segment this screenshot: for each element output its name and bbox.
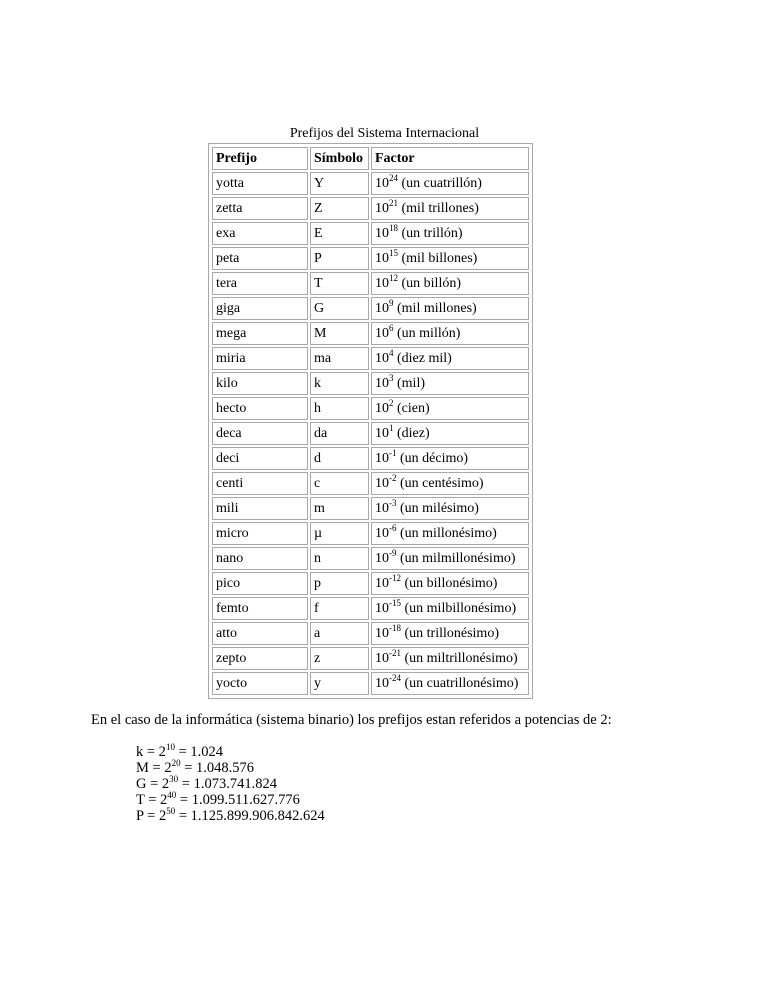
prefix-cell: femto — [212, 597, 308, 620]
power-exponent: 10 — [165, 742, 175, 752]
table-row — [212, 547, 529, 570]
factor-cell — [371, 447, 529, 470]
factor-exponent: -15 — [389, 598, 401, 608]
factor-cell — [371, 672, 529, 695]
factor-base: 10 — [375, 551, 389, 566]
table-row — [212, 647, 529, 670]
factor-exponent: 9 — [389, 298, 394, 308]
factor-description: (un milésimo) — [400, 501, 479, 516]
power-line — [136, 792, 325, 808]
factor-description: (un billonésimo) — [404, 576, 498, 591]
factor-base: 10 — [375, 526, 389, 541]
table-row — [212, 572, 529, 595]
factor-base: 10 — [375, 651, 389, 666]
table-row — [212, 447, 529, 470]
factor-exponent: -9 — [389, 548, 397, 558]
symbol-cell: P — [310, 247, 369, 270]
factor-base: 10 — [375, 601, 389, 616]
power-label: M = 2 — [136, 760, 172, 776]
factor-base: 10 — [375, 201, 389, 216]
factor-base: 10 — [375, 451, 389, 466]
power-line — [136, 808, 325, 824]
header-symbol: Símbolo — [310, 147, 369, 170]
factor-cell — [371, 472, 529, 495]
prefix-cell: atto — [212, 622, 308, 645]
prefix-cell: tera — [212, 272, 308, 295]
power-label: P = 2 — [136, 808, 167, 824]
factor-exponent: -12 — [389, 573, 401, 583]
factor-base: 10 — [375, 226, 389, 241]
factor-exponent: 15 — [389, 248, 398, 258]
prefix-cell: pico — [212, 572, 308, 595]
factor-base: 10 — [375, 401, 389, 416]
factor-exponent: -1 — [389, 448, 397, 458]
factor-cell — [371, 522, 529, 545]
symbol-cell: d — [310, 447, 369, 470]
factor-description: (mil) — [397, 376, 425, 391]
factor-exponent: 6 — [389, 323, 394, 333]
factor-cell — [371, 272, 529, 295]
factor-base: 10 — [375, 251, 389, 266]
table-row — [212, 222, 529, 245]
factor-base: 10 — [375, 426, 389, 441]
table-row — [212, 297, 529, 320]
factor-cell — [371, 622, 529, 645]
binary-powers-list — [136, 744, 325, 824]
prefix-cell: deci — [212, 447, 308, 470]
factor-cell — [371, 222, 529, 245]
prefix-cell: giga — [212, 297, 308, 320]
factor-base: 10 — [375, 376, 389, 391]
factor-cell — [371, 172, 529, 195]
prefix-cell: hecto — [212, 397, 308, 420]
symbol-cell: f — [310, 597, 369, 620]
table-row — [212, 522, 529, 545]
factor-cell — [371, 322, 529, 345]
power-exponent: 20 — [171, 758, 181, 768]
factor-exponent: 18 — [389, 223, 398, 233]
factor-cell — [371, 572, 529, 595]
factor-cell — [371, 547, 529, 570]
factor-exponent: 2 — [389, 398, 394, 408]
factor-description: (mil trillones) — [401, 201, 479, 216]
prefix-cell: yotta — [212, 172, 308, 195]
prefix-cell: yocto — [212, 672, 308, 695]
factor-description: (un trillonésimo) — [404, 626, 499, 641]
factor-base: 10 — [375, 176, 389, 191]
factor-description: (un cuatrillón) — [401, 176, 482, 191]
prefix-cell: zetta — [212, 197, 308, 220]
table-row — [212, 347, 529, 370]
factor-description: (un décimo) — [400, 451, 469, 466]
factor-description: (un millón) — [397, 326, 461, 341]
power-value: = 1.073.741.824 — [181, 776, 277, 792]
factor-description: (diez) — [397, 426, 430, 441]
power-value: = 1.024 — [178, 744, 223, 760]
factor-cell — [371, 397, 529, 420]
power-label: k = 2 — [136, 744, 166, 760]
factor-exponent: 4 — [389, 348, 394, 358]
table-body — [212, 172, 529, 695]
symbol-cell: µ — [310, 522, 369, 545]
factor-cell — [371, 372, 529, 395]
power-exponent: 30 — [169, 774, 179, 784]
symbol-cell: n — [310, 547, 369, 570]
prefix-cell: exa — [212, 222, 308, 245]
table-row — [212, 472, 529, 495]
table-row — [212, 497, 529, 520]
factor-exponent: 12 — [389, 273, 398, 283]
factor-exponent: 3 — [389, 373, 394, 383]
symbol-cell: E — [310, 222, 369, 245]
prefix-cell: nano — [212, 547, 308, 570]
table-row — [212, 397, 529, 420]
factor-base: 10 — [375, 326, 389, 341]
factor-description: (un millonésimo) — [400, 526, 497, 541]
factor-description: (un trillón) — [401, 226, 463, 241]
power-exponent: 40 — [167, 790, 177, 800]
table-caption: Prefijos del Sistema Internacional — [289, 126, 480, 141]
prefix-cell: micro — [212, 522, 308, 545]
symbol-cell: p — [310, 572, 369, 595]
prefix-cell: zepto — [212, 647, 308, 670]
factor-description: (diez mil) — [397, 351, 452, 366]
table-header-row — [212, 147, 529, 170]
prefix-cell: mega — [212, 322, 308, 345]
symbol-cell: m — [310, 497, 369, 520]
power-line — [136, 776, 325, 792]
symbol-cell: a — [310, 622, 369, 645]
power-value: = 1.099.511.627.776 — [179, 792, 300, 808]
factor-base: 10 — [375, 301, 389, 316]
table-row — [212, 322, 529, 345]
power-line — [136, 744, 325, 760]
factor-description: (un milmillonésimo) — [400, 551, 516, 566]
table-row — [212, 422, 529, 445]
header-factor: Factor — [371, 147, 529, 170]
table-row — [212, 172, 529, 195]
power-label: G = 2 — [136, 776, 170, 792]
prefix-cell: deca — [212, 422, 308, 445]
factor-base: 10 — [375, 276, 389, 291]
prefix-cell: peta — [212, 247, 308, 270]
factor-exponent: 21 — [389, 198, 398, 208]
symbol-cell: ma — [310, 347, 369, 370]
prefix-cell: kilo — [212, 372, 308, 395]
symbol-cell: c — [310, 472, 369, 495]
binary-paragraph: En el caso de la informática (sistema binario) los prefijos estan referidos a potencias de 2: — [91, 712, 612, 728]
factor-exponent: -6 — [389, 523, 397, 533]
factor-exponent: -24 — [389, 673, 401, 683]
factor-cell — [371, 297, 529, 320]
power-value: = 1.125.899.906.842.624 — [178, 808, 325, 824]
factor-base: 10 — [375, 351, 389, 366]
factor-base: 10 — [375, 626, 389, 641]
header-prefix: Prefijo — [212, 147, 308, 170]
symbol-cell: h — [310, 397, 369, 420]
factor-base: 10 — [375, 501, 389, 516]
symbol-cell: da — [310, 422, 369, 445]
factor-base: 10 — [375, 676, 389, 691]
power-label: T = 2 — [136, 792, 168, 808]
factor-cell — [371, 422, 529, 445]
power-exponent: 50 — [166, 806, 176, 816]
factor-exponent: 24 — [389, 173, 398, 183]
symbol-cell: y — [310, 672, 369, 695]
table-row — [212, 372, 529, 395]
symbol-cell: T — [310, 272, 369, 295]
symbol-cell: k — [310, 372, 369, 395]
prefix-cell: centi — [212, 472, 308, 495]
factor-description: (un billón) — [401, 276, 461, 291]
power-line — [136, 760, 325, 776]
symbol-cell: Z — [310, 197, 369, 220]
factor-cell — [371, 197, 529, 220]
symbol-cell: G — [310, 297, 369, 320]
factor-cell — [371, 647, 529, 670]
factor-description: (mil millones) — [397, 301, 477, 316]
factor-cell — [371, 497, 529, 520]
table-row — [212, 272, 529, 295]
factor-base: 10 — [375, 476, 389, 491]
prefix-cell: miria — [212, 347, 308, 370]
table-row — [212, 247, 529, 270]
factor-description: (un centésimo) — [400, 476, 484, 491]
factor-base: 10 — [375, 576, 389, 591]
factor-description: (cien) — [397, 401, 430, 416]
factor-exponent: -21 — [389, 648, 401, 658]
factor-description: (un cuatrillonésimo) — [404, 676, 519, 691]
factor-exponent: -2 — [389, 473, 397, 483]
factor-exponent: -18 — [389, 623, 401, 633]
symbol-cell: z — [310, 647, 369, 670]
factor-description: (mil billones) — [401, 251, 478, 266]
factor-cell — [371, 347, 529, 370]
table-row — [212, 622, 529, 645]
power-value: = 1.048.576 — [184, 760, 255, 776]
symbol-cell: Y — [310, 172, 369, 195]
prefixes-table — [210, 145, 531, 697]
factor-description: (un milbillonésimo) — [404, 601, 517, 616]
table-row — [212, 672, 529, 695]
factor-description: (un miltrillonésimo) — [404, 651, 518, 666]
factor-exponent: -3 — [389, 498, 397, 508]
table-row — [212, 197, 529, 220]
prefix-cell: mili — [212, 497, 308, 520]
factor-cell — [371, 247, 529, 270]
table-row — [212, 597, 529, 620]
prefixes-table-frame — [208, 143, 533, 699]
factor-cell — [371, 597, 529, 620]
symbol-cell: M — [310, 322, 369, 345]
factor-exponent: 1 — [389, 423, 394, 433]
